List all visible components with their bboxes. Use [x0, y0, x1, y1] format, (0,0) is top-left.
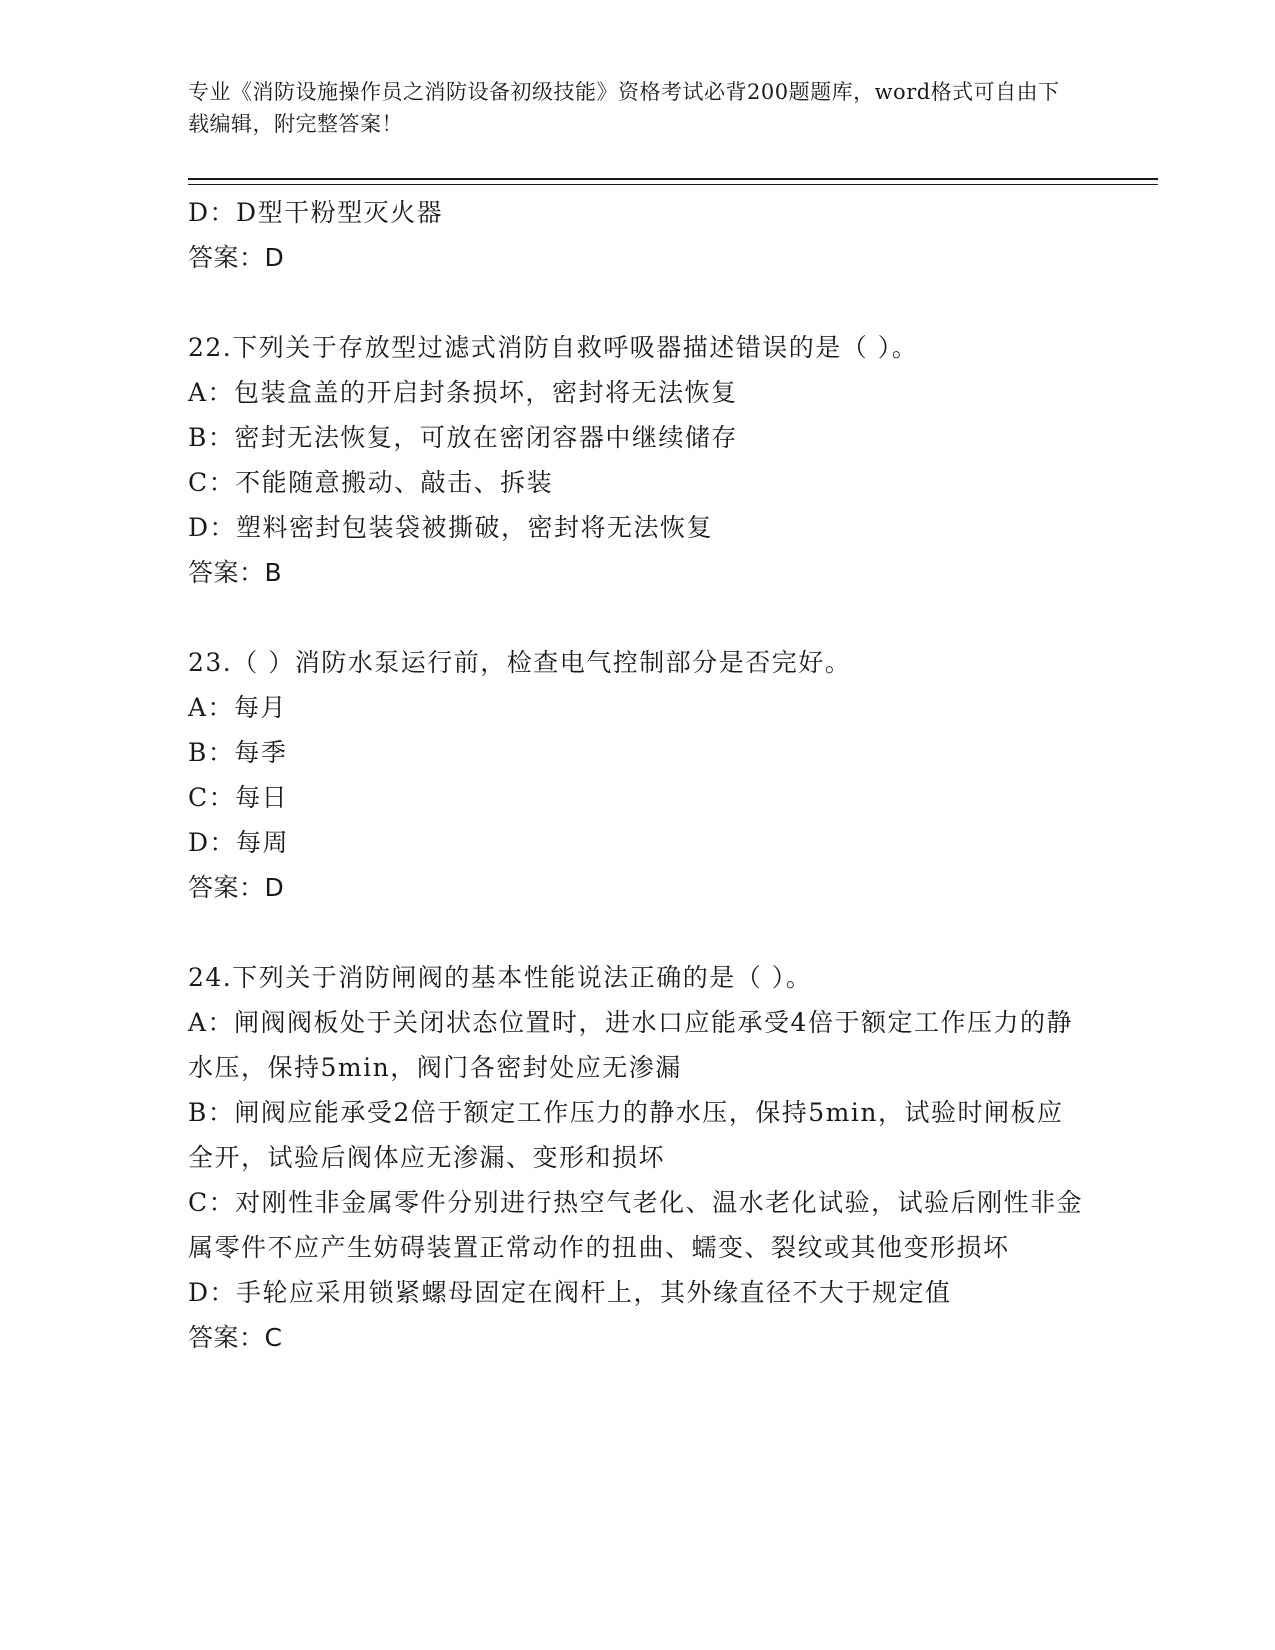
answer-line: 答案：D	[188, 873, 285, 902]
option-c: C：对刚性非金属零件分别进行热空气老化、温水老化试验，试验后刚性非金属零件不应产生妨碍装置正常动作的扭曲、蠕变、裂纹或其他变形损坏	[188, 1188, 1084, 1262]
question-22	[188, 325, 1088, 595]
option-b: B：密封无法恢复，可放在密闭容器中继续储存	[188, 423, 738, 452]
answer-line: 答案：C	[188, 1323, 283, 1352]
answer-line: 答案：B	[188, 558, 283, 587]
option-a: A：每月	[188, 693, 288, 722]
option-b: B：闸阀应能承受2倍于额定工作压力的静水压，保持5min，试验时闸板应全开，试验后阀体应无渗漏、变形和损坏	[188, 1098, 1064, 1172]
question-23	[188, 640, 1088, 910]
question-stem: 24.下列关于消防闸阀的基本性能说法正确的是（ ）。	[188, 963, 813, 992]
option-a: A：包装盒盖的开启封条损坏，密封将无法恢复	[188, 378, 738, 407]
question-stem: 23.（ ）消防水泵运行前，检查电气控制部分是否完好。	[188, 648, 852, 677]
carryover-question	[188, 190, 1088, 280]
question-content	[188, 190, 1088, 1360]
option-d: D：手轮应采用锁紧螺母固定在阀杆上，其外缘直径不大于规定值	[188, 1278, 952, 1307]
option-d: D：D型干粉型灭火器	[188, 198, 444, 227]
header-divider-thin	[188, 184, 1158, 185]
question-24	[188, 955, 1088, 1360]
answer-line: 答案：D	[188, 243, 285, 272]
option-c: C：每日	[188, 783, 289, 812]
header-divider-thick	[188, 178, 1158, 180]
question-stem: 22.下列关于存放型过滤式消防自救呼吸器描述错误的是（ ）。	[188, 333, 919, 362]
option-c: C：不能随意搬动、敲击、拆装	[188, 468, 554, 497]
option-b: B：每季	[188, 738, 288, 767]
option-d: D：塑料密封包装袋被撕破，密封将无法恢复	[188, 513, 714, 542]
document-header: 专业《消防设施操作员之消防设备初级技能》资格考试必背200题题库，word格式可自由下载编辑，附完整答案！	[188, 80, 1060, 136]
option-d: D：每周	[188, 828, 290, 857]
option-a: A：闸阀阀板处于关闭状态位置时，进水口应能承受4倍于额定工作压力的静水压，保持5min，阀门各密封处应无渗漏	[188, 1008, 1073, 1082]
